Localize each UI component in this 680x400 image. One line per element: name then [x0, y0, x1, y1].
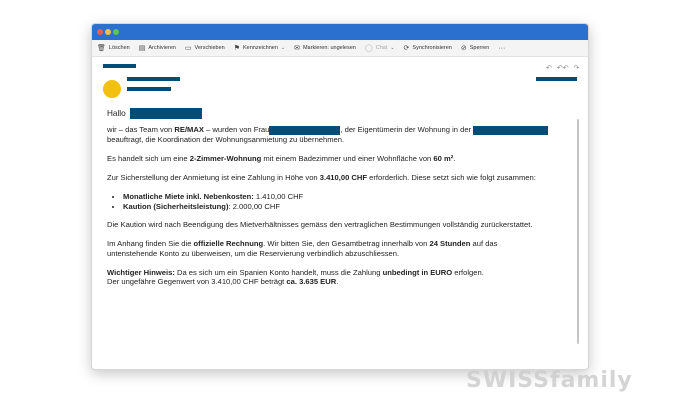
envelope-icon: ✉ — [294, 44, 300, 52]
greeting-line: Hallo — [107, 108, 567, 119]
mark-unread-button[interactable]: ✉ Markieren: ungelesen — [294, 44, 356, 52]
paragraph-payment: Zur Sicherstellung der Anmietung ist eine Zahlung in Höhe von 3.410,00 CHF erforderlich. Diese setzt sich wie folgt zusammen: — [107, 173, 536, 183]
chevron-down-icon[interactable]: ⌄ — [280, 45, 286, 51]
reply-icon[interactable]: ↶ — [546, 65, 552, 72]
reply-actions — [546, 64, 579, 72]
chat-icon: ◯ — [364, 44, 373, 52]
chevron-down-icon[interactable]: ⌄ — [390, 45, 395, 51]
toolbar — [92, 40, 588, 57]
list-item: • Kaution (Sicherheitsleistung): 2.000,00 CHF — [123, 202, 567, 212]
block-icon: ⊘ — [460, 44, 467, 52]
watermark: SWISSfamily — [466, 368, 633, 393]
paragraph-intro: wir – das Team von RE/MAX – wurden von Frau , der Eigentümerin der Wohnung in der beauftragt, die Koordination der Wohnungsanmietung zu übernehmen. — [107, 125, 567, 144]
block-button[interactable]: ⊘ Sperren — [460, 44, 490, 52]
redacted-sender-name — [127, 77, 180, 81]
sender-avatar — [103, 80, 121, 98]
title-bar — [92, 24, 588, 40]
paragraph-apartment: Es handelt sich um eine 2-Zimmer-Wohnung mit einem Badezimmer und einer Wohnfläche von 60 m². — [107, 154, 456, 164]
paragraph-deposit: Die Kaution wird nach Beendigung des Mietverhältnisses gemäss den vertraglichen Bestimmungen vollständig zurückerstattet. — [107, 219, 533, 229]
sync-icon: ⟳ — [403, 44, 410, 52]
close-window-button[interactable] — [97, 29, 103, 35]
reply-all-icon[interactable]: ↶↶ — [556, 65, 569, 72]
email-body — [107, 108, 567, 296]
archive-icon: ▤ — [138, 44, 146, 52]
flag-icon: ⚑ — [233, 44, 241, 52]
sync-button[interactable]: ⟳ Synchronisieren — [403, 44, 452, 52]
redacted-owner-name — [269, 126, 340, 135]
chat-button[interactable]: ◯ Chat ⌄ — [364, 44, 395, 52]
redacted-date — [536, 77, 577, 81]
maximize-window-button[interactable] — [113, 29, 119, 35]
trash-icon: 🗑 — [97, 44, 106, 52]
mail-window — [91, 23, 589, 370]
redacted-sender-address — [127, 87, 171, 91]
cost-list — [123, 192, 567, 212]
list-item: • Monatliche Miete inkl. Nebenkosten: 1.410,00 CHF — [123, 192, 567, 202]
more-icon: ··· — [498, 44, 506, 52]
flag-button[interactable]: ⚑ Kennzeichnen ⌄ — [233, 44, 286, 52]
redacted-subject — [103, 64, 136, 68]
redacted-recipient-name — [130, 108, 202, 119]
move-button[interactable]: ▭ Verschieben — [184, 44, 225, 52]
forward-icon[interactable]: ↷ — [573, 65, 580, 72]
more-button[interactable] — [498, 45, 505, 52]
archive-button[interactable]: ▤ Archivieren — [138, 44, 176, 52]
minimize-window-button[interactable] — [105, 29, 111, 35]
delete-button[interactable]: 🗑 Löschen — [97, 44, 130, 52]
redacted-street — [473, 126, 548, 135]
paragraph-notice: Wichtiger Hinweis: Da es sich um ein Spanien Konto handelt, muss die Zahlung unbedingt in EURO erfolgen. Der ungefähre Gegenwert von 3.410,00 CHF beträgt ca. 3.635 EUR. — [107, 267, 484, 287]
paragraph-invoice: Im Anhang finden Sie die offizielle Rechnung. Wir bitten Sie, den Gesamtbetrag innerhalb von 24 Stunden auf das untenstehende Konto zu überweisen, um die Reservierung verbindlich abzuschliessen. — [107, 238, 498, 258]
scrollbar[interactable] — [577, 119, 579, 344]
folder-move-icon: ▭ — [184, 44, 192, 52]
